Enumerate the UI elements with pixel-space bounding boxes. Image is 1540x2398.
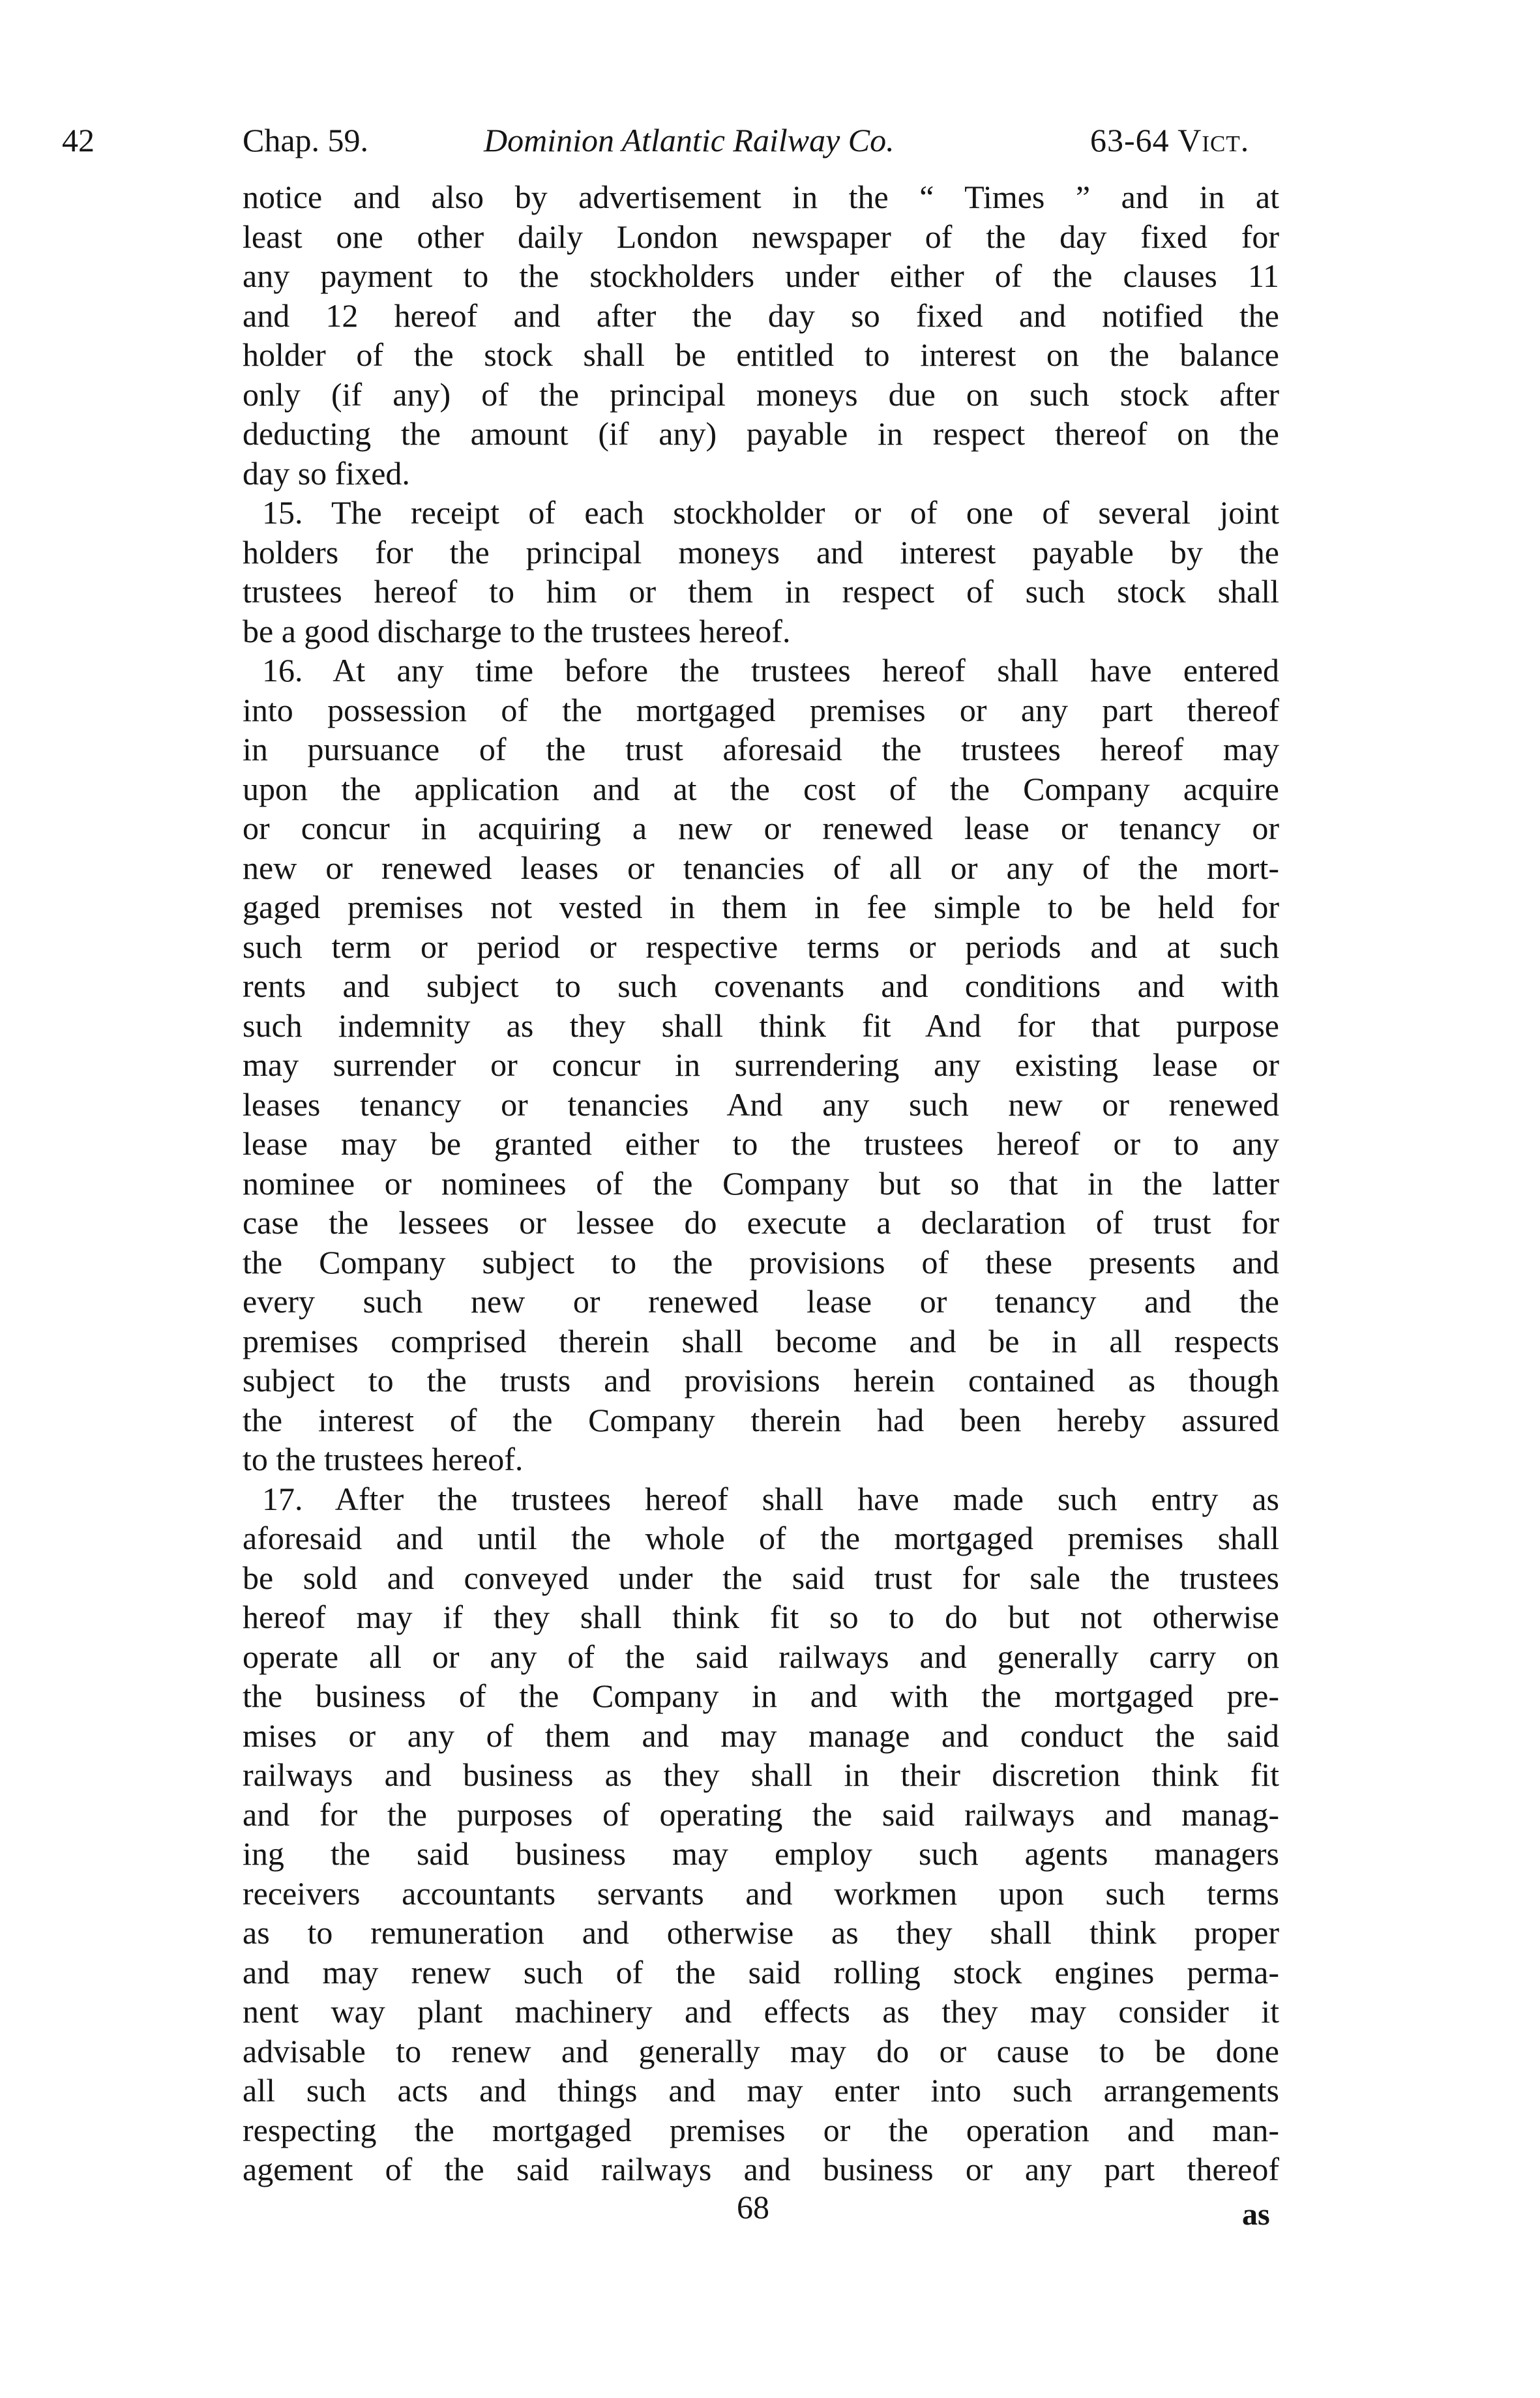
text-line: and for the purposes of operating the said railways and manag- (243, 1796, 1279, 1833)
header-title: Dominion Atlantic Railway Co. (484, 122, 895, 158)
header-page-number: 42 (62, 122, 95, 158)
text-line: to the trustees hereof. (243, 1441, 524, 1477)
header-chapter: Chap. 59. (243, 122, 369, 158)
text-line: the interest of the Company therein had been hereby assured (243, 1401, 1279, 1438)
text-line: such indemnity as they shall think fit And for that purpose (243, 1007, 1279, 1044)
text-line: leases tenancy or tenancies And any such new or renewed (243, 1086, 1279, 1123)
text-line: only (if any) of the principal moneys due on such stock after (243, 376, 1279, 413)
text-line: rents and subject to such covenants and conditions and with (243, 968, 1279, 1004)
text-line: all such acts and things and may enter into such arrangements (243, 2072, 1279, 2109)
text-line: and 12 hereof and after the day so fixed and notified the (243, 297, 1279, 334)
text-line: any payment to the stockholders under either of the clauses 11 (243, 258, 1279, 294)
text-line: premises comprised therein shall become and be in all respects (243, 1322, 1279, 1359)
header-regnal-year: 63-64 Vict. (1090, 122, 1250, 158)
text-line: operate all or any of the said railways and generally carry on (243, 1638, 1279, 1675)
text-line: trustees hereof to him or them in respect of such stock shall (243, 573, 1279, 610)
text-line: 15. The receipt of each stockholder or of one of several joint (262, 494, 1279, 531)
text-line: railways and business as they shall in their discretion think fit (243, 1756, 1279, 1793)
text-line: 17. After the trustees hereof shall have made such entry as (262, 1480, 1279, 1517)
text-line: case the lessees or lessee do execute a declaration of trust for (243, 1204, 1279, 1241)
text-line: new or renewed leases or tenancies of all or any of the mort- (243, 849, 1279, 886)
text-line: notice and also by advertisement in the “ Times ” and in at (243, 179, 1279, 215)
text-line: day so fixed. (243, 454, 410, 492)
text-line: as to remuneration and otherwise as they shall think proper (243, 1914, 1279, 1951)
text-line: receivers accountants servants and workmen upon such terms (243, 1874, 1279, 1912)
catchword: as (1242, 2197, 1270, 2232)
text-line: such term or period or respective terms or periods and at such (243, 928, 1279, 965)
text-line: aforesaid and until the whole of the mortgaged premises shall (243, 1520, 1279, 1556)
text-line: every such new or renewed lease or tenancy and the (243, 1283, 1279, 1320)
text-line: into possession of the mortgaged premises or any part thereof (243, 691, 1279, 728)
text-line: mises or any of them and may manage and conduct the said (243, 1717, 1279, 1754)
text-line: gaged premises not vested in them in fee simple to be held for (243, 889, 1279, 925)
text-line: and may renew such of the said rolling stock engines perma- (243, 1953, 1279, 1991)
text-line: be sold and conveyed under the said trust for sale the trustees (243, 1559, 1279, 1596)
text-line: lease may be granted either to the trustees hereof or to any (243, 1125, 1279, 1162)
text-line: subject to the trusts and provisions herein contained as though (243, 1362, 1279, 1399)
text-line: holder of the stock shall be entitled to interest on the balance (243, 336, 1279, 373)
text-line: or concur in acquiring a new or renewed lease or tenancy or (243, 810, 1279, 846)
text-line: agement of the said railways and business or any part thereof (243, 2151, 1279, 2187)
text-line: least one other daily London newspaper of the day fixed for (243, 218, 1279, 255)
running-header (0, 114, 1540, 166)
footer-page-number: 68 (737, 2189, 769, 2225)
text-line: nent way plant machinery and effects as they may consider it (243, 1993, 1279, 2030)
text-line: 16. At any time before the trustees hereof shall have entered (262, 652, 1279, 688)
text-line: the Company subject to the provisions of these presents and (243, 1243, 1279, 1280)
text-line: the business of the Company in and with the mortgaged pre- (243, 1678, 1279, 1714)
text-line: respecting the mortgaged premises or the operation and man- (243, 2111, 1279, 2148)
statute-body-text (243, 177, 1279, 2189)
text-line: advisable to renew and generally may do or cause to be done (243, 2032, 1279, 2069)
text-line: holders for the principal moneys and interest payable by the (243, 533, 1279, 570)
text-line: upon the application and at the cost of the Company acquire (243, 770, 1279, 807)
text-line: nominee or nominees of the Company but so that in the latter (243, 1164, 1279, 1202)
text-line: deducting the amount (if any) payable in respect thereof on the (243, 415, 1279, 452)
text-line: hereof may if they shall think fit so to do but not otherwise (243, 1599, 1279, 1635)
text-line: ing the said business may employ such agents managers (243, 1835, 1279, 1872)
text-line: may surrender or concur in surrendering any existing lease or (243, 1046, 1279, 1083)
text-line: be a good discharge to the trustees hereof. (243, 612, 791, 649)
text-line: in pursuance of the trust aforesaid the trustees hereof may (243, 731, 1279, 767)
